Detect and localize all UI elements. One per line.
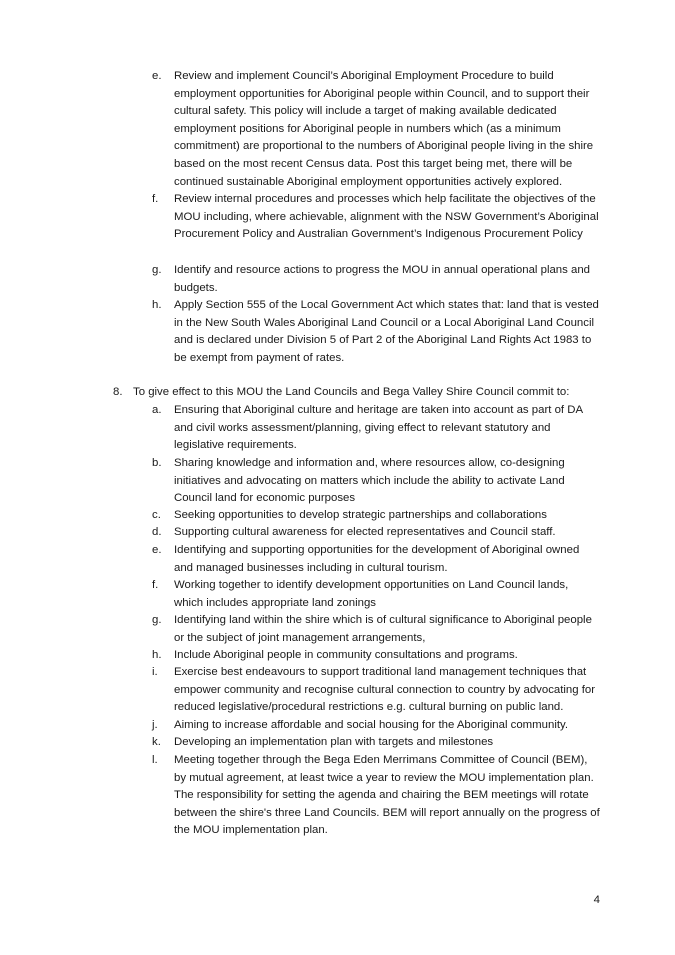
list-item-text: Apply Section 555 of the Local Government Act which states that: land that is vested in the New South Wales Aboriginal Land Council or a Local Aboriginal Land Council and is declared under Division 5 of Part 2 of the Aboriginal Land Rights Act 1983 to be exempt from payment of rates. [174, 299, 599, 364]
list-item [152, 734, 600, 752]
list-item-text: Seeking opportunities to develop strategic partnerships and collaborations [174, 509, 547, 521]
list-item-letter: e. [152, 544, 162, 556]
list-item-text: Identify and resource actions to progress the MOU in annual operational plans and budgets. [174, 264, 591, 294]
list-item [152, 664, 600, 717]
list-item [152, 262, 600, 297]
list-item [152, 68, 600, 191]
list-item [152, 647, 600, 665]
list-item [152, 577, 600, 612]
section-intro: To give effect to this MOU the Land Councils and Bega Valley Shire Council commit to: [133, 386, 570, 398]
list-item-letter: d. [152, 526, 162, 538]
list-item-text: Aiming to increase affordable and social housing for the Aboriginal community. [174, 719, 569, 731]
list-item-text: Include Aboriginal people in community consultations and programs. [174, 649, 518, 661]
list-item [152, 752, 600, 840]
list-item [152, 612, 600, 647]
list-item-text: Review and implement Council’s Aboriginal Employment Procedure to build employment opportunities for Aboriginal people within Council, and to support their cultural safety. This policy will include a target of making available dedicated employment positions for Aboriginal people in numbers which (as a minimum commitment) are proportional to the numbers of Aboriginal people living in the shire based on the most recent Census data. Post this target being met, there will be continued sustainable Aboriginal employment opportunities actively explored. [174, 70, 594, 188]
list-item [152, 524, 600, 542]
list-item-letter: f. [152, 579, 159, 591]
page-number: 4 [593, 894, 600, 906]
list-item [152, 191, 600, 244]
list-item-text: Developing an implementation plan with targets and milestones [174, 736, 494, 748]
list-item-text: Identifying land within the shire which is of cultural significance to Aboriginal people or the subject of joint management arrangements, [174, 614, 592, 644]
list-item-letter: i. [152, 666, 158, 678]
list-item [152, 542, 600, 577]
list-item-text: Meeting together through the Bega Eden Merrimans Committee of Council (BEM), by mutual agreement, at least twice a year to review the MOU implementation plan. The responsibility for setting the agenda and chairing the BEM meetings will rotate between the shire's three Land Councils. BEM will report annually on the progress of the MOU implementation plan. [174, 754, 600, 837]
list-item-text: Review internal procedures and processes which help facilitate the objectives of the MOU including, where achievable, alignment with the NSW Government’s Aboriginal Procurement Policy and Australian Government’s Indigenous Procurement Policy [174, 193, 599, 241]
list-item-letter: g. [152, 614, 162, 626]
list-item-letter: f. [152, 193, 159, 205]
list-item-text: Exercise best endeavours to support traditional land management techniques that empower community and recognise cultural connection to country by advocating for reduced legislative/procedural restrictions e.g. cultural burning on public land. [174, 666, 596, 714]
list-item-letter: h. [152, 299, 162, 311]
list-item-letter: h. [152, 649, 162, 661]
list-item-letter: c. [152, 509, 161, 521]
list-item-text: Supporting cultural awareness for elected representatives and Council staff. [174, 526, 556, 538]
list-item [152, 402, 600, 455]
list-item-text: Working together to identify development opportunities on Land Council lands, which includes appropriate land zonings [174, 579, 569, 609]
list-item [152, 717, 600, 735]
list-item-letter: l. [152, 754, 158, 766]
list-item-letter: k. [152, 736, 161, 748]
list-item-letter: b. [152, 457, 162, 469]
list-item [152, 455, 600, 508]
list-item-text: Identifying and supporting opportunities for the development of Aboriginal owned and managed businesses including in cultural tourism. [174, 544, 580, 574]
list-item-text: Sharing knowledge and information and, where resources allow, co-designing initiatives and advocating on matters which include the ability to activate Land Council land for economic purposes [174, 457, 565, 505]
list-item-text: Ensuring that Aboriginal culture and heritage are taken into account as part of DA and civil works assessment/planning, giving effect to relevant statutory and legislative requirements. [174, 404, 583, 452]
list-item [152, 507, 600, 525]
list-item [152, 297, 600, 367]
list-item-letter: g. [152, 264, 162, 276]
list-item-letter: e. [152, 70, 162, 82]
section-number: 8. [113, 386, 123, 398]
list-item-letter: j. [152, 719, 158, 731]
list-item-letter: a. [152, 404, 162, 416]
